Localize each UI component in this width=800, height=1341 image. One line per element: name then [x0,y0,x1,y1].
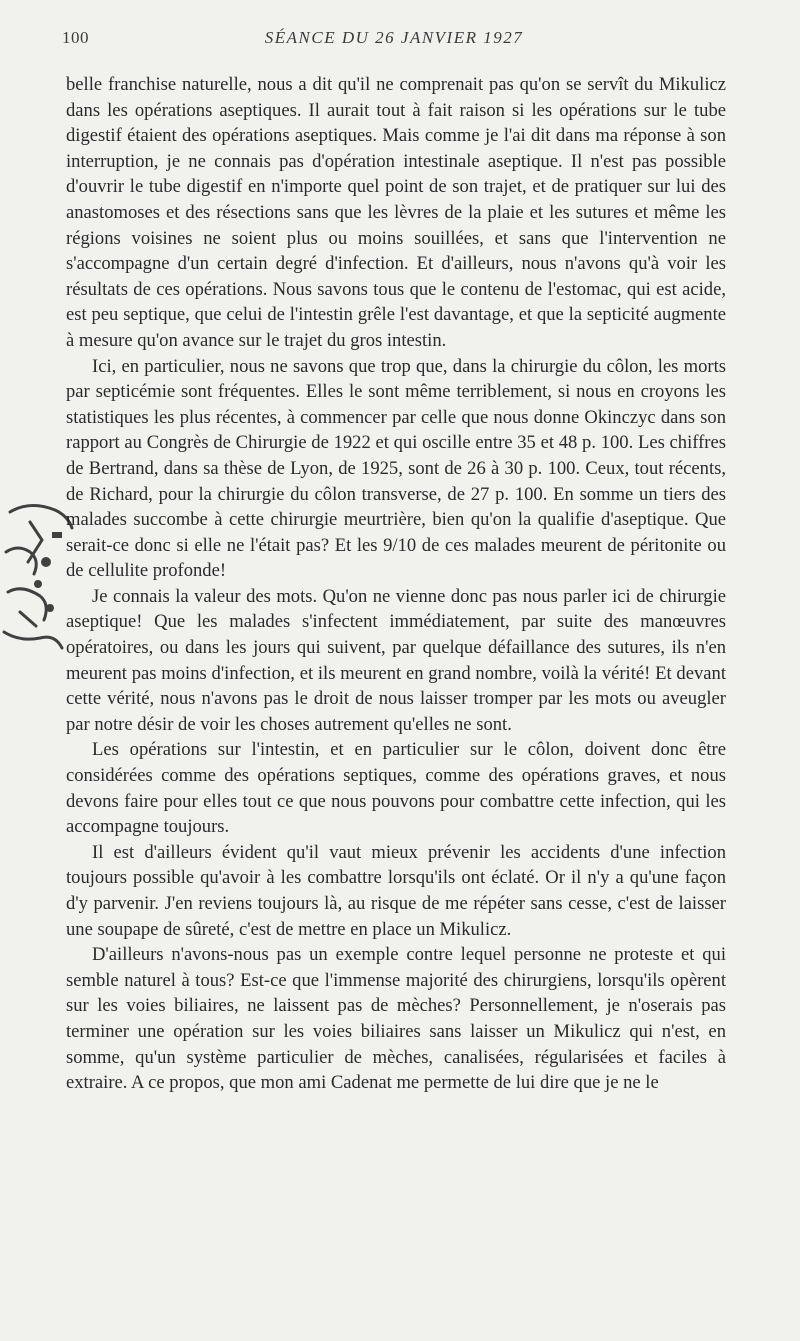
page-number: 100 [62,28,89,47]
page-header [62,28,726,52]
body-text [66,72,726,1096]
paragraph: belle franchise naturelle, nous a dit qu'il ne comprenait pas qu'on se servît du Mikulicz dans les opérations aseptiques. Il aurait tout à fait raison si les opérations sur le tube digestif étaient des opérations aseptiques. Mais comme je l'ai dit dans ma réponse à son interruption, je ne connais pas d'opération intestinale aseptique. Il n'est pas possible d'ouvrir le tube digestif en n'importe quel point de son trajet, et de pratiquer sur lui des anastomoses et des résections sans que les lèvres de la plaie et les sutures et même les régions voisines ne soient plus ou moins souillées, et sans que l'intervention ne s'accompagne d'un certain degré d'infection. Et d'ailleurs, nous n'avons qu'à voir les résultats de ces opérations. Nous savons tous que le contenu de l'estomac, qui est acide, est peu septique, que celui de l'intestin grêle l'est davantage, et que la septicité augmente à mesure qu'on avance sur le trajet du gros intestin. [66,74,726,351]
paragraph: D'ailleurs n'avons-nous pas un exemple contre lequel personne ne proteste et qui semble naturel à tous? Est-ce que l'immense majorité des chirurgiens, lorsqu'ils opèrent sur les voies biliaires, ne laissent pas de mèches? Personnellement, je n'oserais pas terminer une opération sur les voies biliaires sans laisser un Mikulicz qui n'est, en somme, qu'un système particulier de mèches, canalisées, régularisées et faciles à extraire. A ce propos, que mon ami Cadenat me permette de lui dire que je ne le [66,944,726,1094]
running-head: SÉANCE DU 26 JANVIER 1927 [264,28,524,47]
paragraph: Les opérations sur l'intestin, et en particulier sur le côlon, doivent donc être considérées comme des opérations septiques, comme des opérations graves, et nous devons faire pour elles tout ce que nous pouvons pour combattre cette infection, qui les accompagne toujours. [66,739,726,838]
paragraph: Il est d'ailleurs évident qu'il vaut mieux prévenir les accidents d'une infection toujours possible qu'avoir à les combattre lorsqu'ils ont éclaté. Or il n'y a qu'une façon d'y parvenir. J'en reviens toujours là, au risque de me répéter sans cesse, c'est de laisser une soupape de sûreté, c'est de mettre en place un Mikulicz. [66,841,726,940]
library-stamp-icon [0,492,80,672]
paragraph: Je connais la valeur des mots. Qu'on ne vienne donc pas nous parler ici de chirurgie aseptique! Que les malades s'infectent immédiatement, par suite des manœuvres opératoires, ou dans les jours qui suivent, par quelque défaillance des sutures, ils n'en meurent pas moins d'infection, et ils meurent en grand nombre, voilà la vérité! Et devant cette vérité, nous n'avons pas le droit de nous laisser tromper par les mots ou aveugler par notre désir de voir les choses autrement qu'elles ne sont. [66,585,726,735]
paragraph: Ici, en particulier, nous ne savons que trop que, dans la chirurgie du côlon, les morts par septicémie sont fréquentes. Elles le sont même terriblement, si nous en croyons les statistiques les plus récentes, à commencer par celle que nous donne Okinczyc dans son rapport au Congrès de Chirurgie de 1922 et qui oscille entre 35 et 48 p. 100. Les chiffres de Bertrand, dans sa thèse de Lyon, de 1925, sont de 26 à 30 p. 100. Ceux, tout récents, de Richard, pour la chirurgie du côlon transverse, de 27 p. 100. En somme un tiers des malades succombe à cette chirurgie meurtrière, bien qu'on la qualifie d'aseptique. Que serait-ce donc si elle ne l'était pas? Et les 9/10 de ces malades meurent de péritonite ou de cellulite profonde! [66,355,726,582]
